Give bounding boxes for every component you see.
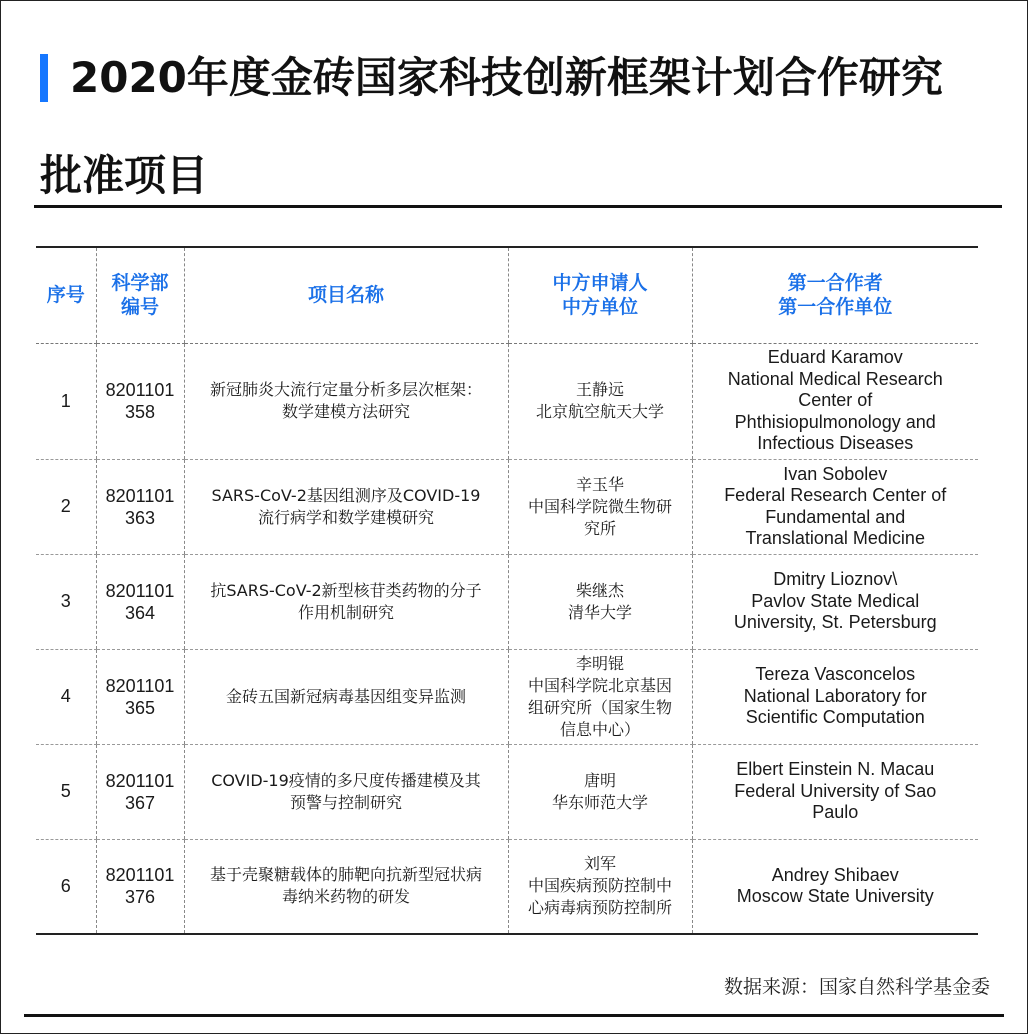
row-cn-applicant: 刘军 中国疾病预防控制中 心病毒病预防控制所 [508, 839, 692, 934]
table-row [36, 459, 978, 554]
row-index: 5 [36, 744, 96, 839]
table-row [36, 839, 978, 934]
header-partner: 第一合作者 第一合作单位 [692, 247, 978, 343]
row-cn-applicant: 唐明 华东师范大学 [508, 744, 692, 839]
row-project: 抗SARS-CoV-2新型核苷类药物的分子 作用机制研究 [184, 554, 508, 649]
row-code: 8201101 363 [96, 459, 184, 554]
table-header-row [36, 247, 978, 343]
row-project: COVID-19疫情的多尺度传播建模及其 预警与控制研究 [184, 744, 508, 839]
row-cn-applicant: 王静远 北京航空航天大学 [508, 343, 692, 459]
row-code: 8201101 376 [96, 839, 184, 934]
row-partner: Elbert Einstein N. Macau Federal University of Sao Paulo [692, 744, 978, 839]
row-index: 4 [36, 649, 96, 744]
row-index: 3 [36, 554, 96, 649]
header-cn-applicant: 中方申请人 中方单位 [508, 247, 692, 343]
page-title-line2: 批准项目 [40, 151, 209, 200]
table-row [36, 343, 978, 459]
row-index: 6 [36, 839, 96, 934]
bottom-divider [24, 1014, 1004, 1017]
table-row [36, 554, 978, 649]
title-divider [34, 205, 1002, 208]
row-project: 金砖五国新冠病毒基因组变异监测 [184, 649, 508, 744]
row-code: 8201101 358 [96, 343, 184, 459]
header-code: 科学部 编号 [96, 247, 184, 343]
row-cn-applicant: 柴继杰 清华大学 [508, 554, 692, 649]
header-project: 项目名称 [184, 247, 508, 343]
row-project: 基于壳聚糖载体的肺靶向抗新型冠状病 毒纳米药物的研发 [184, 839, 508, 934]
row-code: 8201101 367 [96, 744, 184, 839]
table-row [36, 744, 978, 839]
row-index: 1 [36, 343, 96, 459]
row-index: 2 [36, 459, 96, 554]
row-cn-applicant: 李明锟 中国科学院北京基因 组研究所（国家生物 信息中心） [508, 649, 692, 744]
row-partner: Ivan Sobolev Federal Research Center of Fundamental and Translational Medicine [692, 459, 978, 554]
title-accent-bar [40, 54, 48, 102]
page-title-line1: 2020年度金砖国家科技创新框架计划合作研究 [70, 53, 943, 102]
row-project: SARS-CoV-2基因组测序及COVID-19 流行病学和数学建模研究 [184, 459, 508, 554]
row-partner: Dmitry Lioznov\ Pavlov State Medical University, St. Petersburg [692, 554, 978, 649]
approved-projects-table [36, 246, 978, 935]
row-cn-applicant: 辛玉华 中国科学院微生物研 究所 [508, 459, 692, 554]
row-project: 新冠肺炎大流行定量分析多层次框架： 数学建模方法研究 [184, 343, 508, 459]
row-code: 8201101 364 [96, 554, 184, 649]
row-partner: Andrey Shibaev Moscow State University [692, 839, 978, 934]
header-index: 序号 [36, 247, 96, 343]
row-partner: Tereza Vasconcelos National Laboratory for Scientific Computation [692, 649, 978, 744]
data-source-note: 数据来源：国家自然科学基金委 [723, 976, 990, 998]
row-code: 8201101 365 [96, 649, 184, 744]
row-partner: Eduard Karamov National Medical Research Center of Phthisiopulmonology and Infectious Diseases [692, 343, 978, 459]
table-row [36, 649, 978, 744]
